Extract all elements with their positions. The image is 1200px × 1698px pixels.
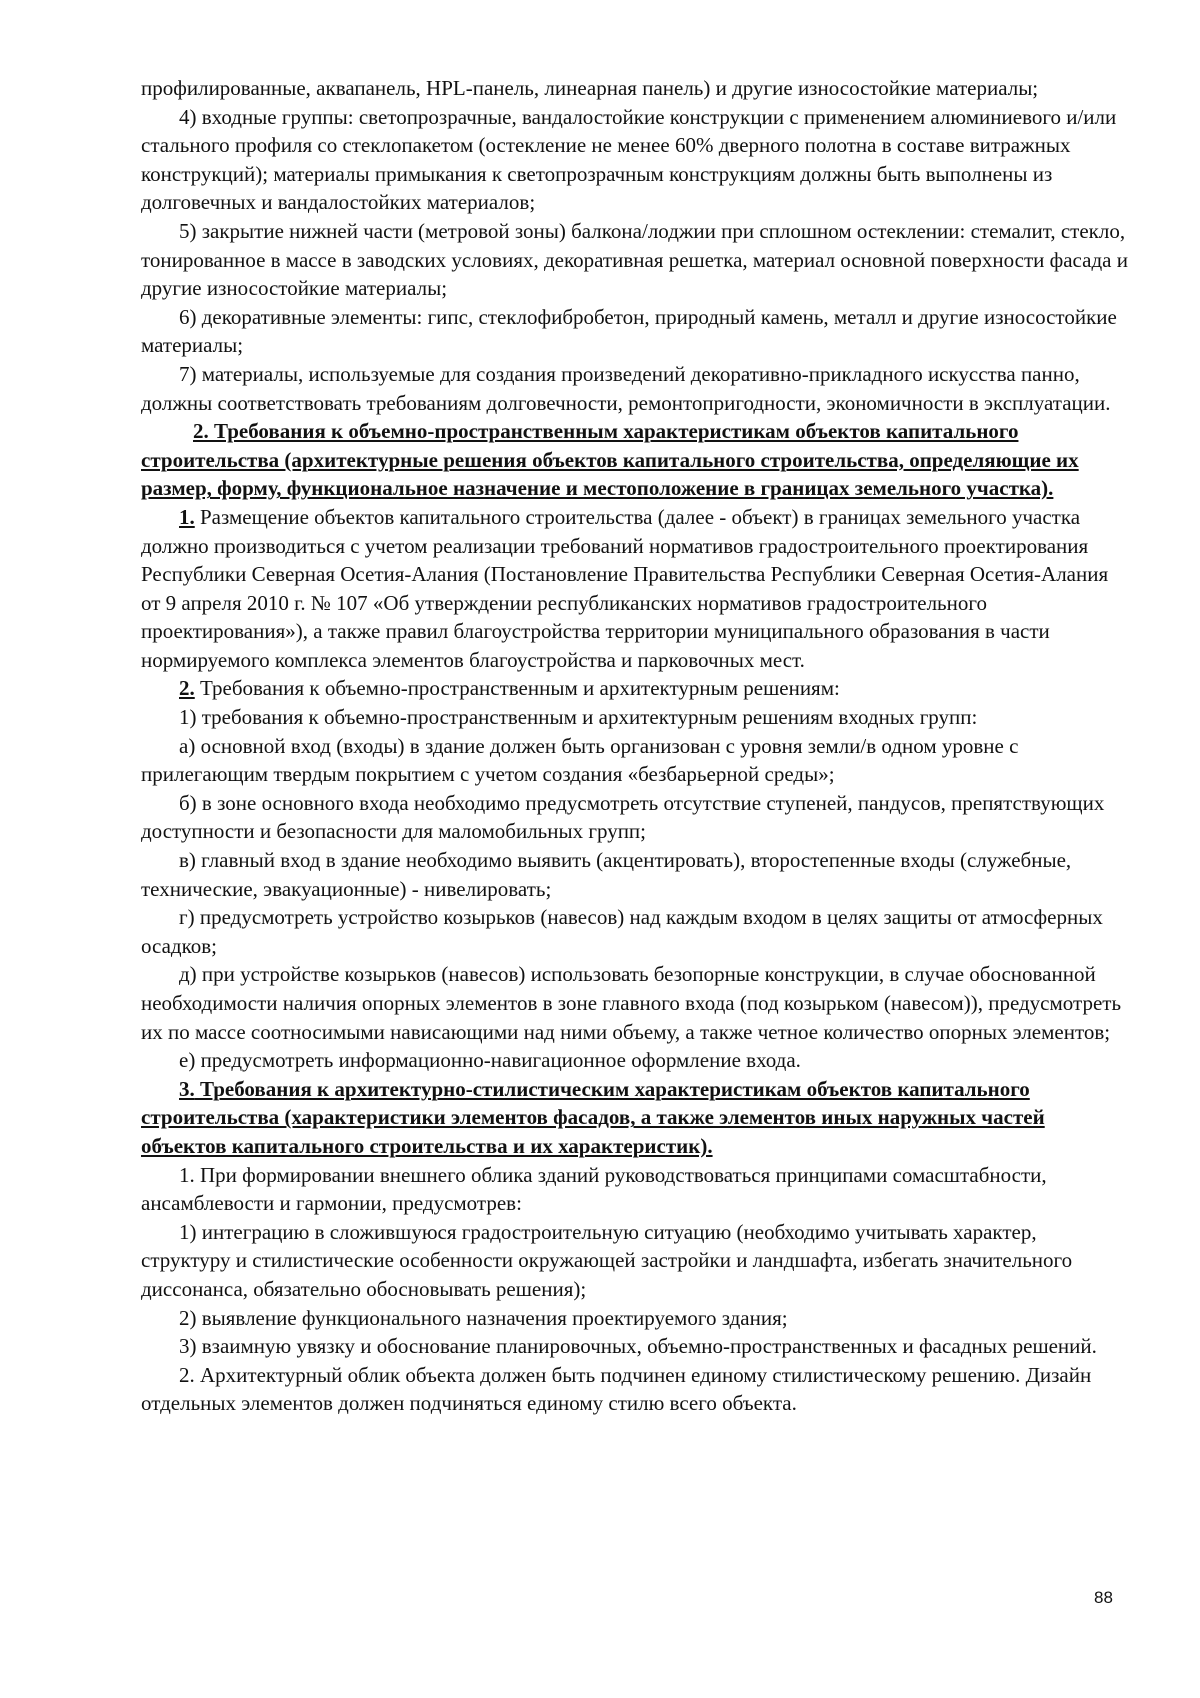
page-number: 88 [1094, 1588, 1113, 1607]
section-2-paragraph-2 [141, 674, 1131, 703]
list-item: 6) декоративные элементы: гипс, стеклофибробетон, природный камень, металл и другие износостойкие материалы; [141, 304, 1117, 358]
paragraph-text: Размещение объектов капитального строительства (далее - объект) в границах земельного участка должно производиться с учетом реализации требований нормативов градостроительного проектирования Республики Северная Осетия-Алания (Постановление Правительства Республики Северная Осетия-Алания от 9 апреля 2010 г. № 107 «Об утверждении республиканских нормативов градостроительного проектирования»), а также правил благоустройства территории муниципального образования в части нормируемого комплекса элементов благоустройства и парковочных мест. [141, 504, 1109, 672]
list-item: б) в зоне основного входа необходимо предусмотреть отсутствие ступеней, пандусов, препятствующих доступности и безопасности для маломобильных групп; [141, 790, 1105, 844]
list-item: а) основной вход (входы) в здание должен быть организован с уровня земли/в одном уровне с прилегающим твердым покрытием с учетом создания «безбарьерной среды»; [141, 733, 1019, 787]
section-2-heading: 2. Требования к объемно-пространственным характеристикам объектов капитального строительства (архитектурные решения объектов капитального строительства, определяющие их размер, форму, функциональное назначение и местоположение в границах земельного участка). [141, 419, 1079, 501]
list-item: 1. При формировании внешнего облика зданий руководствоваться принципами сомасштабности, ансамблевости и гармонии, предусмотрев: [141, 1162, 1047, 1216]
document-page [141, 74, 1131, 1418]
paragraph: профилированные, аквапанель, HPL-панель, линеарная панель) и другие износостойкие материалы; [141, 76, 1039, 100]
list-item: 7) материалы, используемые для создания произведений декоративно-прикладного искусства панно, должны соответствовать требованиям долговечности, ремонтопригодности, экономичности в эксплуатации. [141, 361, 1111, 415]
list-item: 1) интеграцию в сложившуюся градостроительную ситуацию (необходимо учитывать характер, структуру и стилистические особенности окружающей застройки и ландшафта, избегать значительного диссонанса, обязательно обосновывать решения); [141, 1219, 1073, 1301]
paragraph-number: 1. [179, 504, 195, 529]
heading-number: 3. [179, 1076, 195, 1101]
list-item: е) предусмотреть информационно-навигационное оформление входа. [179, 1048, 801, 1073]
list-item: в) главный вход в здание необходимо выявить (акцентировать), второстепенные входы (служебные, технические, эвакуационные) - нивелировать; [141, 848, 1072, 901]
list-item: г) предусмотреть устройство козырьков (навесов) над каждым входом в целях защиты от атмосферных осадков; [141, 905, 1103, 958]
paragraph-number: 2. [179, 676, 195, 701]
paragraph-text: Требования к объемно-пространственным и архитектурным решениям: [194, 676, 840, 701]
section-3-heading [141, 1075, 1131, 1161]
list-item: 1) требования к объемно-пространственным и архитектурным решениям входных групп: [179, 705, 978, 730]
list-item: 5) закрытие нижней части (метровой зоны) балкона/лоджии при сплошном остеклении: стемалит, стекло, тонированное в массе в заводских условиях, декоративная решетка, материал основной поверхности фасада и другие износостойкие материалы; [141, 218, 1128, 301]
list-item: 2) выявление функционального назначения проектируемого здания; [179, 1305, 788, 1330]
list-item: 2. Архитектурный облик объекта должен быть подчинен единому стилистическому решению. Дизайн отдельных элементов должен подчиняться единому стилю всего объекта. [141, 1362, 1092, 1416]
list-item: 3) взаимную увязку и обоснование планировочных, объемно-пространственных и фасадных решений. [179, 1334, 1097, 1359]
list-item: д) при устройстве козырьков (навесов) использовать безопорные конструкции, в случае обоснованной необходимости наличия опорных элементов в зоне главного входа (под козырьком (навесом)), предусмотреть их по массе соотносимыми нависающими над ними объему, а также четное количество опорных элементов; [141, 962, 1122, 1044]
list-item: 4) входные группы: светопрозрачные, вандалостойкие конструкции с применением алюминиевого и/или стального профиля со стеклопакетом (остекление не менее 60% дверного полотна в составе витражных конструкций); материалы примыкания к светопрозрачным конструкциям должны быть выполнены из долговечных и вандалостойких материалов; [141, 104, 1117, 215]
section-2-paragraph-1 [141, 503, 1131, 675]
heading-text: Требования к архитектурно-стилистическим характеристикам объектов капитального строительства (характеристики элементов фасадов, а также элементов иных наружных частей объектов капитального строительства и их характеристик). [141, 1076, 1045, 1158]
